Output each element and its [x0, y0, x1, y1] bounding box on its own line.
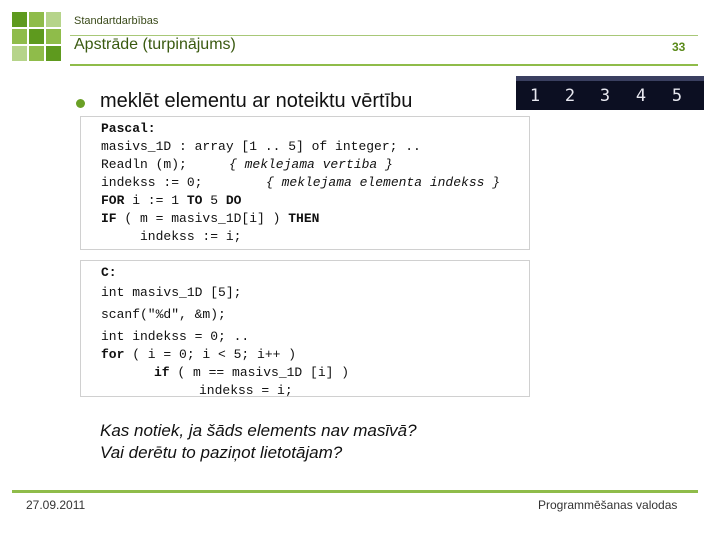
code-label: Pascal:: [101, 121, 156, 136]
code-line: [101, 347, 296, 362]
array-illustration: [516, 76, 704, 110]
code-line: [101, 175, 501, 190]
code-line: masivs_1D : array [1 .. 5] of integer; ..: [101, 139, 421, 154]
page-title: Apstrāde (turpinājums): [74, 36, 236, 53]
code-keyword: THEN: [288, 211, 320, 226]
code-keyword: for: [101, 347, 125, 362]
code-label: C:: [101, 265, 117, 280]
array-cell: 4: [635, 86, 647, 106]
array-cell: 5: [671, 86, 683, 106]
code-comment: { meklejama elementa indekss }: [266, 175, 501, 190]
code-line: indekss := i;: [101, 229, 242, 244]
code-keyword: TO: [186, 193, 203, 208]
code-line: [101, 157, 393, 172]
slide-number: 33: [672, 40, 686, 54]
section-subtitle: Standartdarbības: [74, 15, 159, 27]
logo-grid: [12, 12, 64, 64]
code-keyword: if: [154, 365, 170, 380]
header-underline: [70, 64, 698, 66]
footer-course: Programmēšanas valodas: [538, 498, 678, 512]
code-text: indekss := 0;: [101, 175, 203, 190]
array-top-edge: [516, 76, 704, 81]
code-line: indekss = i;: [199, 383, 293, 398]
array-cell: 3: [599, 86, 611, 106]
bullet-icon: [76, 99, 85, 108]
bullet-text: meklēt elementu ar noteiktu vērtību: [100, 90, 413, 112]
code-line: int indekss = 0; ..: [101, 329, 250, 344]
array-cell: 2: [564, 86, 576, 106]
footer-date: 27.09.2011: [26, 498, 86, 512]
footer-divider: [12, 490, 698, 493]
code-text: Readln (m);: [101, 157, 187, 172]
array-cell: 1: [529, 86, 541, 106]
code-comment: { meklejama vertiba }: [229, 157, 393, 172]
code-text: 5: [202, 193, 226, 208]
pascal-code-block: [80, 116, 530, 250]
code-text: i := 1: [124, 193, 187, 208]
code-line: [154, 365, 349, 380]
code-keyword: FOR: [101, 193, 125, 208]
question-line: Kas notiek, ja šāds elements nav masīvā?: [100, 421, 417, 440]
code-line: int masivs_1D [5];: [101, 285, 242, 300]
question-line: Vai derētu to paziņot lietotājam?: [100, 443, 343, 462]
code-line: [101, 211, 319, 226]
code-keyword: IF: [101, 211, 117, 226]
code-text: ( i = 0; i < 5; i++ ): [124, 347, 297, 362]
code-line: [101, 193, 241, 208]
code-line: scanf("%d", &m);: [101, 307, 226, 322]
c-code-block: [80, 260, 530, 397]
code-text: ( m = masivs_1D[i] ): [116, 211, 289, 226]
code-keyword: DO: [225, 193, 242, 208]
code-text: ( m == masivs_1D [i] ): [169, 365, 350, 380]
question-text: [100, 420, 417, 464]
